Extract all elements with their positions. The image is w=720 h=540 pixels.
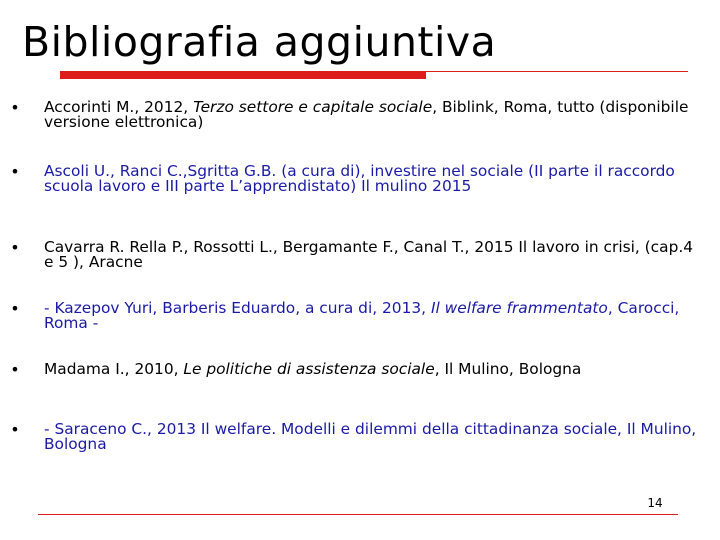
entry-title: Le politiche di assistenza sociale: [183, 360, 435, 378]
bibliography-entry: [44, 100, 699, 130]
entry-text: - Kazepov Yuri, Barberis Eduardo, a cura di, 2013,: [44, 299, 431, 317]
bibliography-entry: Ascoli U., Ranci C.,Sgritta G.B. (a cura di), investire nel sociale (II parte il raccordo scuola lavoro e III parte L’apprendistato) Il mulino 2015: [44, 162, 675, 195]
entry-text: , Biblink, Roma, tutto (disponibile versione elettronica): [44, 98, 689, 131]
bibliography-entry: [44, 362, 699, 377]
entry-title: Il welfare frammentato: [430, 299, 608, 317]
entry-text: , Il Mulino, Bologna: [434, 360, 582, 378]
bullet-icon: •: [10, 420, 20, 439]
bullet-icon: •: [10, 238, 20, 257]
page-number: 14: [647, 496, 663, 510]
title-underline-thin: [426, 71, 688, 72]
bullet-icon: •: [10, 299, 20, 318]
bullet-icon: •: [10, 98, 20, 117]
footer-rule: [38, 514, 678, 515]
title-box: [22, 14, 682, 70]
entry-text: Madama I., 2010,: [44, 360, 184, 378]
bibliography-entry: [44, 301, 699, 331]
bibliography-entry: Cavarra R. Rella P., Rossotti L., Bergamante F., Canal T., 2015 Il lavoro in crisi, (cap.4 e 5 ), Aracne: [44, 238, 694, 271]
entry-text: Accorinti M., 2012,: [44, 98, 194, 116]
slide-title: Bibliografia aggiuntiva: [22, 18, 497, 66]
bullet-icon: •: [10, 360, 20, 379]
bibliography-entry: - Saraceno C., 2013 Il welfare. Modelli e dilemmi della cittadinanza sociale, Il Mulino, Bologna: [44, 420, 697, 453]
title-underline-thick: [60, 71, 426, 79]
entry-title: Terzo settore e capitale sociale: [193, 98, 433, 116]
entry-text: , Carocci, Roma -: [44, 299, 680, 332]
bullet-icon: •: [10, 162, 20, 181]
